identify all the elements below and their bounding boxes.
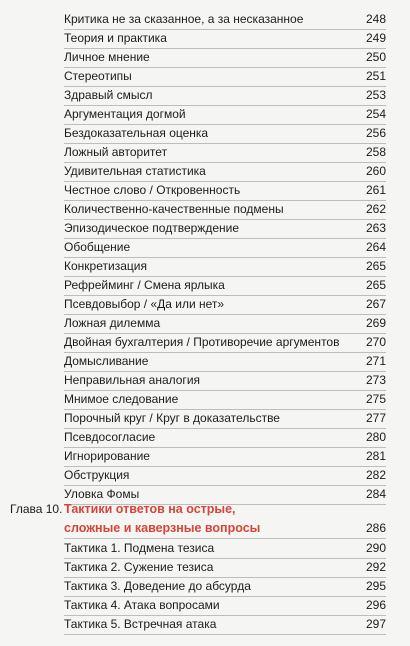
chapter-page-number: 286 <box>365 521 386 535</box>
toc-entry <box>64 162 386 182</box>
toc-entry-page: 280 <box>365 430 386 444</box>
toc-entry-title: Тактика 1. Подмена тезиса <box>64 541 215 555</box>
toc-entry-title: Теория и практика <box>64 31 167 45</box>
toc-entry <box>64 181 386 201</box>
toc-entry-page: 261 <box>365 183 386 197</box>
toc-entry-title: Тактика 2. Сужение тезиса <box>64 560 214 574</box>
toc-entry-page: 264 <box>365 240 386 254</box>
toc-entry <box>64 143 386 163</box>
toc-entry-title: Уловка Фомы <box>64 487 140 501</box>
toc-entry-page: 260 <box>365 164 386 178</box>
toc-entry-title: Ложный авторитет <box>64 145 168 159</box>
toc-entry-title: Тактика 3. Доведение до абсурда <box>64 579 251 593</box>
toc-entry-title: Стереотипы <box>64 69 132 83</box>
toc-entry <box>64 333 386 353</box>
toc-entry-title: Конкретизация <box>64 259 147 273</box>
toc-entry-title: Тактика 4. Атака вопросами <box>64 598 220 612</box>
toc-entry-page: 297 <box>365 617 386 631</box>
toc-entry-page: 271 <box>365 354 386 368</box>
toc-entry-title: Псевдосогласие <box>64 430 156 444</box>
toc-entry <box>64 558 386 578</box>
toc-entry <box>64 371 386 391</box>
toc-entry <box>64 577 386 597</box>
toc-entry-title: Домысливание <box>64 354 149 368</box>
toc-entry-page: 295 <box>365 579 386 593</box>
toc-entry <box>64 238 386 258</box>
toc-entry-title: Двойная бухгалтерия / Противоречие аргументов <box>64 335 340 349</box>
toc-entry <box>64 539 386 559</box>
chapter-title-line-2: сложные и каверзные вопросы <box>64 521 261 535</box>
chapter-title-line-1: Тактики ответов на острые, <box>64 502 236 516</box>
toc-entry-page: 269 <box>365 316 386 330</box>
toc-entry-page: 277 <box>365 411 386 425</box>
toc-entry <box>64 409 386 429</box>
toc-entry-title: Честное слово / Откровенность <box>64 183 241 197</box>
toc-entry-page: 275 <box>365 392 386 406</box>
toc-entry <box>64 86 386 106</box>
toc-entry-title: Аргументация догмой <box>64 107 186 121</box>
toc-entry-title: Удивительная статистика <box>64 164 206 178</box>
toc-entry-title: Игнорирование <box>64 449 150 463</box>
toc-entry-page: 282 <box>365 468 386 482</box>
toc-entry-page: 290 <box>365 541 386 555</box>
toc-entry-page: 258 <box>365 145 386 159</box>
toc-entry-title: Обобщение <box>64 240 131 254</box>
toc-entry <box>64 466 386 486</box>
toc-entry <box>64 314 386 334</box>
toc-entry-page: 263 <box>365 221 386 235</box>
toc-entry-title: Обструкция <box>64 468 130 482</box>
toc-entry <box>64 219 386 239</box>
toc-entry-page: 249 <box>365 31 386 45</box>
toc-entry-title: Псевдовыбор / «Да или нет» <box>64 297 225 311</box>
toc-entry <box>64 124 386 144</box>
toc-entry-title: Личное мнение <box>64 50 150 64</box>
toc-entry-title: Здравый смысл <box>64 88 153 102</box>
toc-entry-title: Мнимое следование <box>64 392 179 406</box>
toc-entry <box>64 596 386 616</box>
toc-entry <box>64 428 386 448</box>
toc-entry-title: Критика не за сказанное, а за несказанное <box>64 12 304 26</box>
toc-entry-page: 262 <box>365 202 386 216</box>
toc-entry <box>64 48 386 68</box>
toc-entry-page: 273 <box>365 373 386 387</box>
toc-entry-page: 250 <box>365 50 386 64</box>
toc-entry-page: 253 <box>365 88 386 102</box>
toc-entry-title: Ложная дилемма <box>64 316 161 330</box>
toc-entry-page: 254 <box>365 107 386 121</box>
toc-entry-page: 281 <box>365 449 386 463</box>
toc-entry-page: 284 <box>365 487 386 501</box>
toc-entry <box>64 390 386 410</box>
toc-entry-page: 270 <box>365 335 386 349</box>
toc-entry <box>64 105 386 125</box>
toc-entry-page: 248 <box>365 12 386 26</box>
toc-entry-title: Количественно-качественные подмены <box>64 202 284 216</box>
toc-entry-page: 265 <box>365 259 386 273</box>
toc-entry-page: 292 <box>365 560 386 574</box>
toc-entry-title: Порочный круг / Круг в доказательстве <box>64 411 280 425</box>
toc-entry <box>64 276 386 296</box>
toc-entry <box>64 257 386 277</box>
toc-entry-title: Тактика 5. Встречная атака <box>64 617 217 631</box>
toc-entry-page: 265 <box>365 278 386 292</box>
toc-entry <box>64 352 386 372</box>
toc-entry-title: Рефрейминг / Смена ярлыка <box>64 278 225 292</box>
toc-entry <box>64 10 386 30</box>
toc-entry <box>64 295 386 315</box>
toc-entry-page: 256 <box>365 126 386 140</box>
toc-entry-title: Бездоказательная оценка <box>64 126 209 140</box>
toc-entry-page: 251 <box>365 69 386 83</box>
toc-entry <box>64 447 386 467</box>
toc-entry <box>64 200 386 220</box>
toc-entry-title: Неправильная аналогия <box>64 373 201 387</box>
toc-entry <box>64 615 386 635</box>
toc-entry-page: 296 <box>365 598 386 612</box>
toc-entry-page: 267 <box>365 297 386 311</box>
toc-entry-title: Эпизодическое подтверждение <box>64 221 240 235</box>
toc-entry <box>64 67 386 87</box>
chapter-label: Глава 10. <box>10 502 63 516</box>
toc-entry <box>64 29 386 49</box>
